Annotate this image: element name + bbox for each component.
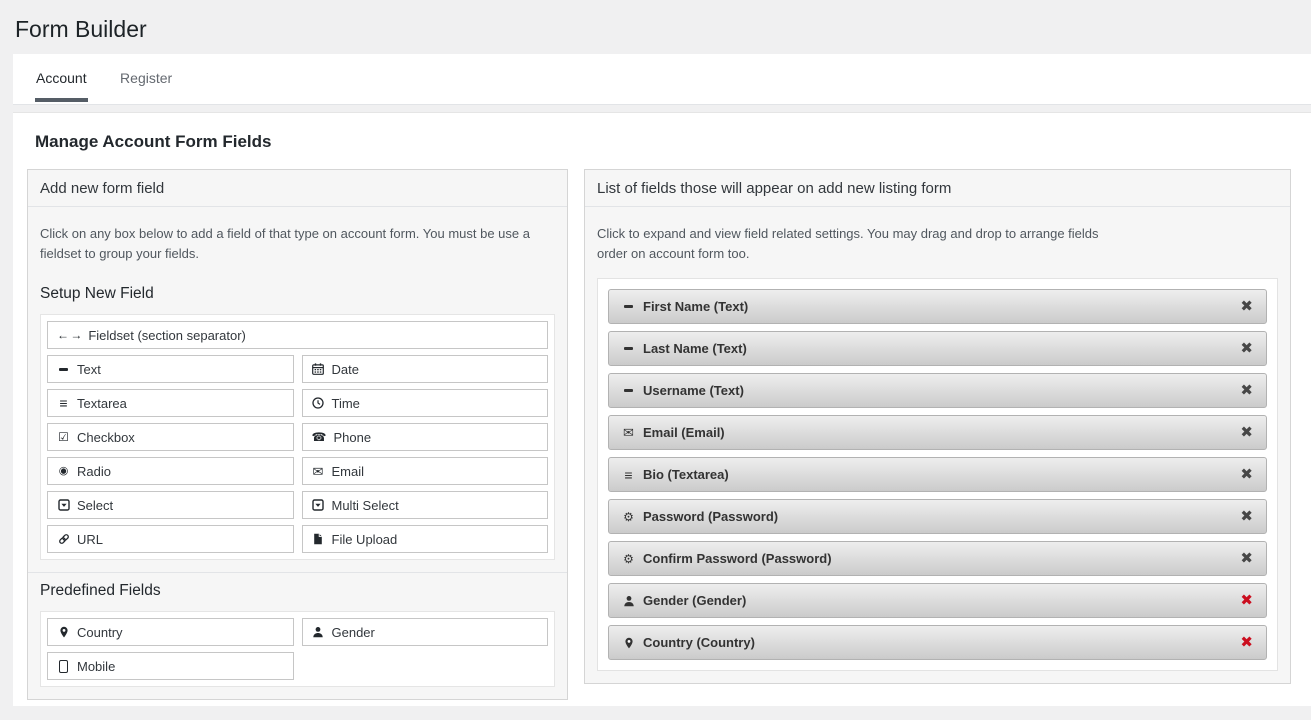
file-upload-field-button[interactable] — [302, 525, 549, 553]
list-item-label: Password (Password) — [643, 509, 779, 525]
list-item-label: Email (Email) — [643, 425, 725, 441]
field-list-panel-title: List of fields those will appear on add new listing form — [585, 170, 1290, 207]
text-field-button[interactable] — [47, 355, 294, 383]
email-icon — [312, 465, 325, 478]
gender-field-button[interactable] — [302, 618, 549, 646]
list-item-password[interactable] — [608, 499, 1267, 534]
date-field-button[interactable] — [302, 355, 549, 383]
minus-icon — [622, 300, 635, 313]
tab-register[interactable]: Register — [120, 70, 173, 87]
field-button-label: Time — [331, 395, 360, 411]
delete-icon[interactable] — [1240, 551, 1253, 566]
list-item-label: Gender (Gender) — [643, 593, 747, 609]
add-field-panel-body — [28, 207, 567, 699]
delete-icon[interactable] — [1240, 383, 1253, 398]
list-item-label: Last Name (Text) — [643, 341, 747, 357]
field-row — [47, 321, 548, 349]
add-field-description: Click on any box below to add a field of that type on account form. You must be use a fieldset to group your fields. — [40, 226, 530, 262]
email-field-button[interactable] — [302, 457, 549, 485]
arrows-icon — [57, 329, 81, 342]
field-button-label: Radio — [77, 463, 111, 479]
predefined-section — [28, 572, 567, 687]
delete-icon[interactable] — [1240, 299, 1253, 314]
checkbox-icon — [57, 431, 70, 444]
textarea-icon — [622, 468, 635, 481]
calendar-icon — [312, 363, 325, 376]
list-item-label: Bio (Textarea) — [643, 467, 729, 483]
field-row — [47, 389, 548, 417]
list-item-first-name[interactable] — [608, 289, 1267, 324]
predefined-fields-heading: Predefined Fields — [40, 582, 161, 600]
field-button-label: Textarea — [77, 395, 127, 411]
panels-row — [13, 168, 1311, 700]
list-item-label: Country (Country) — [643, 635, 755, 651]
setup-fields-box — [40, 314, 555, 560]
list-item-gender[interactable] — [608, 583, 1267, 618]
fieldset-button[interactable] — [47, 321, 548, 349]
field-row — [47, 457, 548, 485]
delete-icon[interactable] — [1240, 467, 1253, 482]
field-button-label: Select — [77, 497, 114, 513]
list-item-last-name[interactable] — [608, 331, 1267, 366]
field-list-description: Click to expand and view field related settings. You may drag and drop to arrange fields order on account form too. — [597, 226, 1099, 262]
phone-icon — [312, 431, 327, 444]
section-title: Manage Account Form Fields — [35, 132, 272, 152]
user-icon — [312, 626, 325, 639]
field-row — [47, 491, 548, 519]
phone-field-button[interactable] — [302, 423, 549, 451]
mobile-icon — [57, 660, 70, 673]
field-row — [47, 423, 548, 451]
map-marker-icon — [622, 636, 635, 649]
radio-icon — [57, 465, 70, 478]
list-item-email[interactable] — [608, 415, 1267, 450]
select-field-button[interactable] — [47, 491, 294, 519]
textarea-icon — [57, 397, 70, 410]
file-icon — [312, 533, 325, 546]
minus-icon — [57, 363, 70, 376]
field-list-panel-body — [585, 207, 1290, 683]
field-button-label: Checkbox — [77, 429, 135, 445]
list-item-label: Confirm Password (Password) — [643, 551, 832, 567]
predefined-fields-box — [40, 611, 555, 687]
field-button-label: Email — [331, 463, 365, 479]
cog-icon — [622, 552, 635, 565]
delete-icon[interactable] — [1240, 341, 1253, 356]
tab-account[interactable]: Account — [35, 54, 88, 102]
field-button-label: Gender — [331, 624, 375, 640]
list-item-label: First Name (Text) — [643, 299, 749, 315]
field-button-label: Country — [77, 624, 123, 640]
delete-icon[interactable] — [1240, 635, 1253, 650]
delete-icon[interactable] — [1240, 425, 1253, 440]
tab-bar — [13, 54, 1311, 105]
field-row — [47, 618, 548, 646]
list-item-bio[interactable] — [608, 457, 1267, 492]
checkbox-field-button[interactable] — [47, 423, 294, 451]
field-list-panel — [584, 169, 1291, 684]
textarea-field-button[interactable] — [47, 389, 294, 417]
field-row — [47, 525, 548, 553]
cog-icon — [622, 510, 635, 523]
multi-select-field-button[interactable] — [302, 491, 549, 519]
field-button-label: URL — [77, 531, 104, 547]
email-icon — [622, 426, 635, 439]
country-field-button[interactable] — [47, 618, 294, 646]
field-button-label: Mobile — [77, 658, 116, 674]
sortable-field-list — [597, 278, 1278, 671]
list-item-country[interactable] — [608, 625, 1267, 660]
select-icon — [57, 499, 70, 512]
field-button-label: Text — [77, 361, 101, 377]
clock-icon — [312, 397, 325, 410]
minus-icon — [622, 342, 635, 355]
select-icon — [312, 499, 325, 512]
list-item-confirm-password[interactable] — [608, 541, 1267, 576]
delete-icon[interactable] — [1240, 593, 1253, 608]
field-button-label: Date — [331, 361, 359, 377]
field-button-label: File Upload — [331, 531, 398, 547]
add-field-panel — [27, 169, 568, 700]
url-field-button[interactable] — [47, 525, 294, 553]
page-title: Form Builder — [15, 16, 147, 42]
radio-field-button[interactable] — [47, 457, 294, 485]
list-item-username[interactable] — [608, 373, 1267, 408]
field-button-label: Phone — [333, 429, 372, 445]
field-button-label: Fieldset (section separator) — [88, 327, 246, 343]
field-button-label: Multi Select — [331, 497, 399, 513]
map-marker-icon — [57, 626, 70, 639]
setup-new-field-heading: Setup New Field — [40, 285, 154, 303]
mobile-field-button[interactable] — [47, 652, 294, 680]
field-row — [47, 355, 548, 383]
minus-icon — [622, 384, 635, 397]
content-card — [13, 112, 1311, 706]
time-field-button[interactable] — [302, 389, 549, 417]
field-row — [47, 652, 548, 680]
add-field-panel-title: Add new form field — [28, 170, 567, 207]
user-icon — [622, 594, 635, 607]
link-icon — [57, 533, 70, 546]
list-item-label: Username (Text) — [643, 383, 744, 399]
delete-icon[interactable] — [1240, 509, 1253, 524]
